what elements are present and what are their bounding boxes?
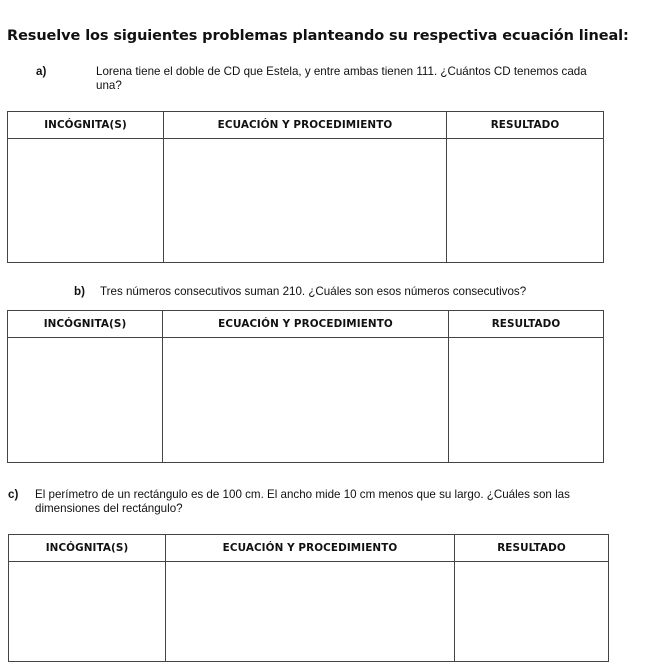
table-header-row	[9, 535, 609, 562]
incognitas-cell[interactable]	[9, 562, 166, 662]
header-resultado: RESULTADO	[447, 112, 604, 139]
answer-row	[9, 562, 609, 662]
header-incognitas: INCÓGNITA(S)	[9, 535, 166, 562]
incognitas-cell[interactable]	[8, 338, 163, 463]
header-incognitas: INCÓGNITA(S)	[8, 311, 163, 338]
problem-c-letter: c)	[8, 488, 19, 501]
problem-b-letter: b)	[74, 285, 85, 298]
resultado-cell[interactable]	[455, 562, 609, 662]
header-ecuacion-procedimiento: ECUACIÓN Y PROCEDIMIENTO	[164, 112, 447, 139]
answer-table-c	[8, 534, 609, 662]
problem-c	[8, 488, 618, 516]
ecuacion-procedimiento-cell[interactable]	[164, 139, 447, 263]
header-resultado: RESULTADO	[455, 535, 609, 562]
problem-a	[36, 65, 606, 93]
problem-a-letter: a)	[36, 65, 47, 78]
header-ecuacion-procedimiento: ECUACIÓN Y PROCEDIMIENTO	[163, 311, 449, 338]
header-incognitas: INCÓGNITA(S)	[8, 112, 164, 139]
header-resultado: RESULTADO	[449, 311, 604, 338]
ecuacion-procedimiento-cell[interactable]	[166, 562, 455, 662]
problem-b-text: Tres números consecutivos suman 210. ¿Cuáles son esos números consecutivos?	[100, 285, 527, 298]
problem-b	[74, 285, 634, 299]
table-header-row	[8, 311, 604, 338]
ecuacion-procedimiento-cell[interactable]	[163, 338, 449, 463]
resultado-cell[interactable]	[447, 139, 604, 263]
answer-row	[8, 338, 604, 463]
problem-a-text: Lorena tiene el doble de CD que Estela, y entre ambas tienen 111. ¿Cuántos CD tenemos cada una?	[96, 65, 587, 92]
header-ecuacion-procedimiento: ECUACIÓN Y PROCEDIMIENTO	[166, 535, 455, 562]
answer-row	[8, 139, 604, 263]
answer-table-b	[7, 310, 604, 463]
worksheet-title: Resuelve los siguientes problemas planteando su respectiva ecuación lineal:	[7, 28, 629, 44]
table-header-row	[8, 112, 604, 139]
resultado-cell[interactable]	[449, 338, 604, 463]
answer-table-a	[7, 111, 604, 263]
incognitas-cell[interactable]	[8, 139, 164, 263]
problem-c-text: El perímetro de un rectángulo es de 100 cm. El ancho mide 10 cm menos que su largo. ¿Cuáles son las dimensiones del rectángulo?	[35, 488, 570, 515]
